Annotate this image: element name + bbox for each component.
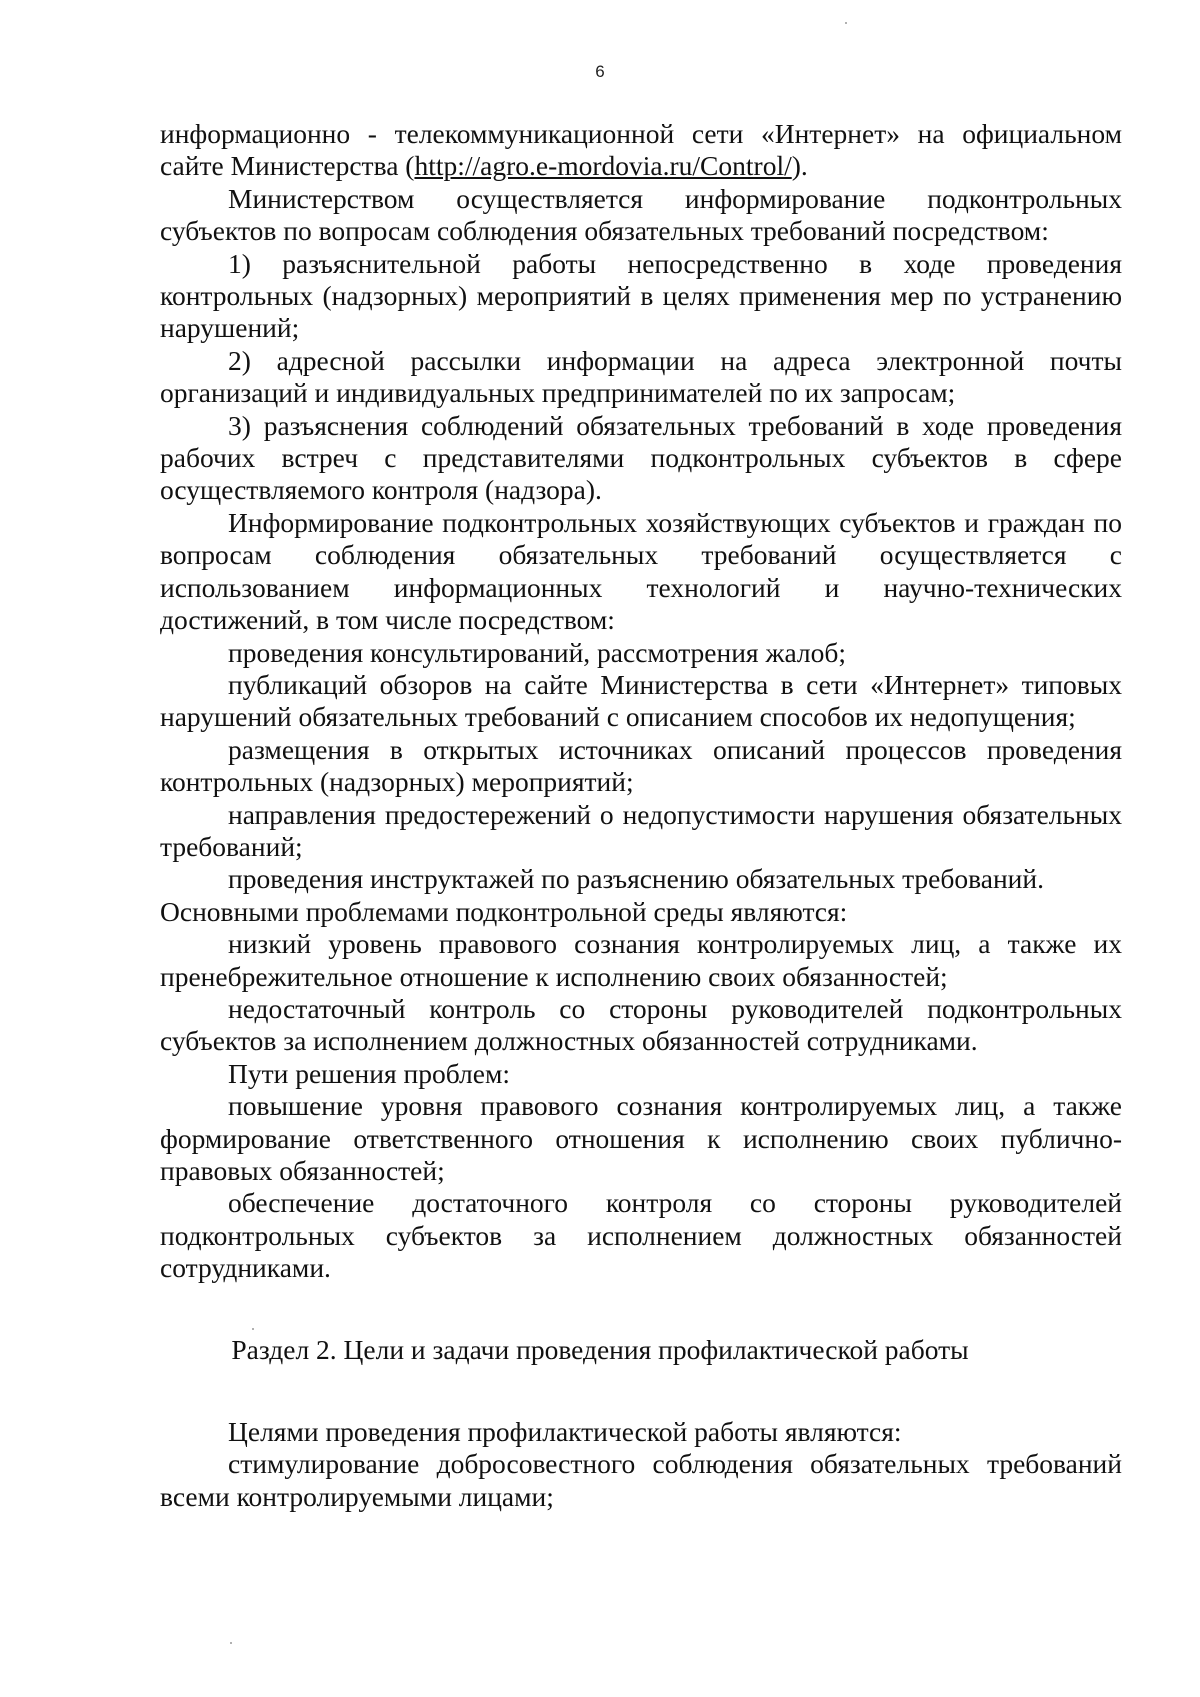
list-item-2: 2) адресной рассылки информации на адреса электронной почты организаций и индивидуальных предпринимателей по их запросам; [160,344,1122,409]
paragraph-informing-intro: Министерством осуществляется информирование подконтрольных субъектов по вопросам соблюдения обязательных требований посредством: [160,182,1122,247]
scan-speck [845,22,847,24]
solution-item: обеспечение достаточного контроля со стороны руководителей подконтрольных субъектов за исполнением должностных обязанностей сотрудниками. [160,1187,1122,1284]
section-heading: Раздел 2. Цели и задачи проведения профилактической работы [231,1334,969,1365]
section-2-body [160,1416,1122,1513]
ministry-website-link[interactable]: http://agro.e-mordovia.ru/Control/ [414,150,792,182]
goal-item: стимулирование добросовестного соблюдения обязательных требований всеми контролируемыми лицами; [160,1448,1122,1512]
method-item: проведения инструктажей по разъяснению обязательных требований. [228,863,1044,895]
paragraph-informing-methods: Информирование подконтрольных хозяйствующих субъектов и граждан по вопросам соблюдения обязательных требований осуществляется с использованием информационных технологий и научно-технических достижений, в том числе посредством: [160,506,1122,636]
paragraph-problems-intro: Основными проблемами подконтрольной среды являются: [160,895,848,927]
scan-speck [230,1642,232,1644]
paragraph-solutions-intro: Пути решения проблем: [228,1057,511,1089]
section-1-body [160,118,1122,1285]
problem-item: низкий уровень правового сознания контролируемых лиц, а также их пренебрежительное отношение к исполнению своих обязанностей; [160,928,1122,992]
solution-item: повышение уровня правового сознания контролируемых лиц, а также формирование ответственного отношения к исполнению своих публично-правовых обязанностей; [160,1090,1122,1186]
list-item-1: 1) разъяснительной работы непосредственно в ходе проведения контрольных (надзорных) мероприятий в целях применения мер по устранению нарушений; [160,247,1122,344]
paragraph-continuation [160,118,1122,183]
method-item: размещения в открытых источниках описаний процессов проведения контрольных (надзорных) мероприятий; [160,733,1122,798]
method-item: публикаций обзоров на сайте Министерства в сети «Интернет» типовых нарушений обязательных требований с описанием способов их недопущения; [160,668,1122,733]
scan-speck [252,1328,254,1330]
paragraph-text: информационно - телекоммуникационной сети «Интернет» на официальном сайте Министерства ( [160,118,1122,182]
problem-item: недостаточный контроль со стороны руководителей подконтрольных субъектов за исполнением должностных обязанностей сотрудниками. [160,992,1122,1057]
method-item: проведения консультирований, рассмотрения жалоб; [228,636,847,668]
paragraph-goals-intro: Целями проведения профилактической работы являются: [228,1416,902,1447]
method-item: направления предостережений о недопустимости нарушения обязательных требований; [160,798,1122,862]
list-item-3: 3) разъяснения соблюдений обязательных требований в ходе проведения рабочих встреч с представителями подконтрольных субъектов в сфере осуществляемого контроля (надзора). [160,409,1122,506]
paragraph-text-tail: ). [791,150,808,182]
page-number: 6 [595,62,605,81]
